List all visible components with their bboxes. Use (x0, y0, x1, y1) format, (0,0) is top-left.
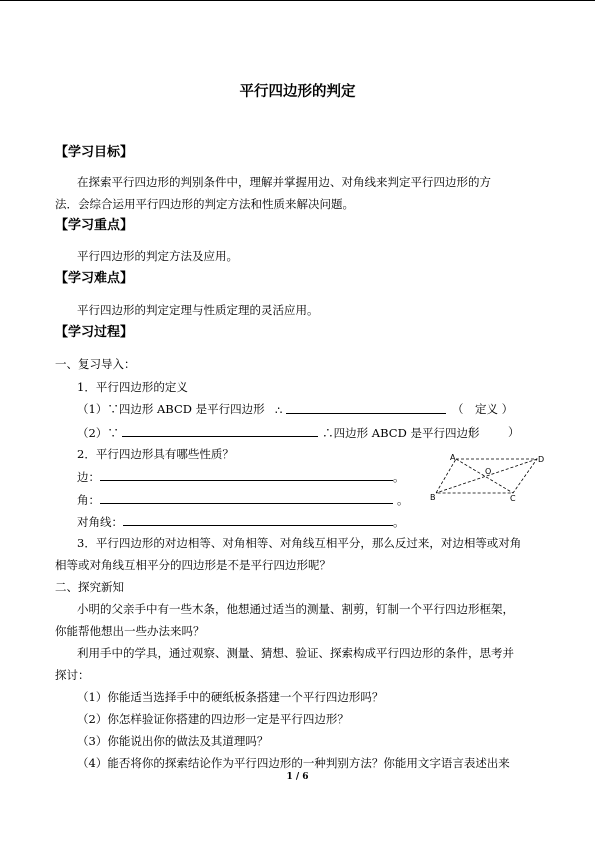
explore-item-1: （1）你能适当选择手中的硬纸板条搭建一个平行四边形吗？ (77, 690, 384, 704)
review-q3-line1: 3．平行四边形的对边相等、对角相等、对角线互相平分，那么反过来，对边相等或对角 (77, 536, 522, 550)
difficulty-heading: 【学习难点】 (55, 271, 134, 286)
explore-p2-line2: 探讨： (55, 668, 90, 682)
therefore-symbol: ∴ (275, 403, 283, 417)
review-q2: 2．平行四边形具有哪些性质？ (77, 447, 234, 461)
angle-end: 。 (397, 493, 409, 507)
q1a-answer-blank[interactable] (286, 402, 446, 414)
vertex-label-d: D (538, 455, 545, 464)
review-q1: 1．平行四边形的定义 (77, 380, 188, 394)
q1a-premise: （1）∵四边形 ABCD 是平行四边形 (77, 402, 265, 416)
review-q3-line2: 相等或对角线互相平分的四边形是不是平行四边形呢？ (55, 558, 331, 572)
explore-title: 二、探究新知 (55, 580, 124, 594)
process-heading: 【学习过程】 (55, 325, 134, 340)
diagonal-property-line (77, 514, 405, 529)
angle-label: 角： (77, 493, 100, 507)
review-q1a-conclusion (275, 402, 446, 417)
side-property-line (77, 469, 405, 484)
diagonal-bd (436, 459, 537, 493)
q1b-reason-blank: （ ） (462, 425, 520, 439)
page-title: 平行四边形的判定 (239, 84, 356, 100)
page-number: 1 / 6 (286, 772, 309, 782)
vertex-label-a: A (450, 453, 456, 462)
angle-answer-blank[interactable] (100, 492, 393, 504)
review-q1a-line (77, 402, 265, 416)
explore-item-2: （2）你怎样验证你搭建的四边形一定是平行四边形？ (77, 712, 349, 726)
explore-p1-line2: 你能帮他想出一些办法来吗？ (55, 624, 205, 638)
side-answer-blank[interactable] (100, 469, 393, 481)
review-q1b-line (77, 425, 479, 440)
key-heading: 【学习重点】 (55, 218, 134, 233)
explore-p1-line1: 小明的父亲手中有一些木条，他想通过适当的测量、割剪，钉制一个平行四边形框架， (77, 602, 514, 616)
goal-heading: 【学习目标】 (55, 145, 134, 160)
explore-p2-line1: 利用手中的学具，通过观察、测量、猜想、验证、探索构成平行四边形的条件，思考并 (77, 646, 514, 660)
goal-text-line1: 在探索平行四边形的判别条件中，理解并掌握用边、对角线来判定平行四边形的方 (77, 175, 491, 189)
page-top-rule (0, 0, 595, 1)
parallelogram-figure (430, 452, 545, 502)
q1b-conclusion: ∴四边形 ABCD 是平行四边形 (322, 426, 480, 440)
review-title: 一、复习导入： (55, 357, 136, 371)
goal-text-line2: 法．会综合运用平行四边形的判定方法和性质来解决问题。 (55, 197, 354, 211)
q1a-reason: （ 定义 ） (452, 402, 514, 416)
side-end: 。 (393, 470, 405, 484)
q1b-answer-blank[interactable] (122, 425, 318, 437)
difficulty-text: 平行四边形的判定定理与性质定理的灵活应用。 (77, 303, 319, 317)
explore-item-4: （4）能否将你的探索结论作为平行四边形的一种判别方法？你能用文字语言表述出来 (77, 756, 510, 770)
q1b-premise: （2）∵ (77, 426, 119, 440)
vertex-label-b: B (430, 493, 436, 502)
center-label-o: O (485, 467, 492, 476)
vertex-label-c: C (510, 494, 516, 502)
angle-property-line (77, 492, 409, 507)
diagonal-answer-blank[interactable] (123, 514, 393, 526)
side-label: 边： (77, 470, 100, 484)
diagonal-ac (456, 459, 513, 493)
diagonal-end: 。 (393, 515, 405, 529)
explore-item-3: （3）你能说出你的做法及其道理吗？ (77, 734, 269, 748)
key-text: 平行四边形的判定方法及应用。 (77, 249, 238, 263)
diagonal-label: 对角线： (77, 515, 123, 529)
